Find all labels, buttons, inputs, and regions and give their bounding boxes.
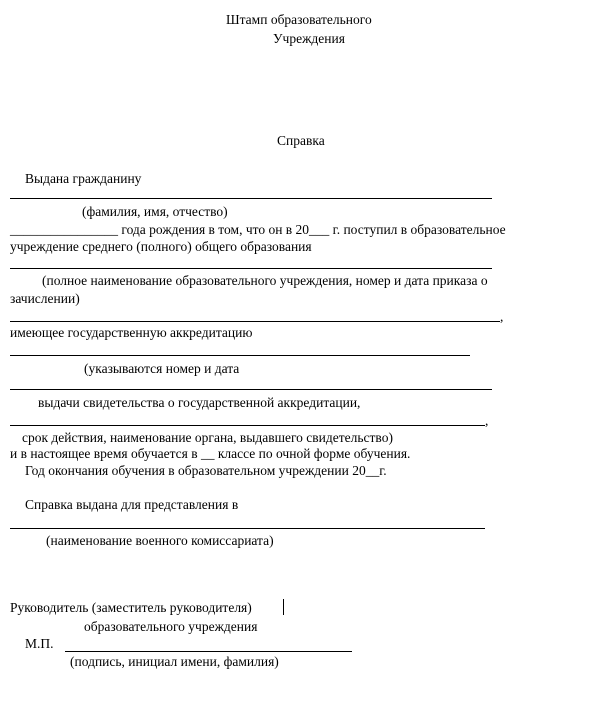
stamp-label-line2: Учреждения (273, 31, 345, 46)
institution-fill-line (10, 268, 492, 269)
validity-fill-line (10, 425, 485, 426)
purpose-label: Справка выдана для представления в (25, 497, 239, 512)
accreditation-label: имеющее государственную аккредитацию (10, 325, 253, 340)
validity-caption: срок действия, наименование органа, выдавшего свидетельство) (22, 430, 393, 445)
signature-caption: (подпись, инициал имени, фамилия) (70, 654, 279, 669)
head-title-line2: образовательного учреждения (84, 619, 258, 634)
institution-line: учреждение среднего (полного) общего образования (10, 239, 312, 254)
institution-fill-line-2 (10, 321, 500, 322)
graduation-year-line: Год окончания обучения в образовательном учреждении 20__г. (25, 463, 387, 478)
accreditation-fill-line (10, 355, 470, 356)
certificate-caption: выдачи свидетельства о государственной аккредитации, (38, 395, 361, 410)
fio-fill-line (10, 198, 492, 199)
institution-caption-line1: (полное наименование образовательного учреждения, номер и дата приказа о (42, 273, 488, 288)
fio-caption: (фамилия, имя, отчество) (82, 204, 228, 219)
commissariat-fill-line (10, 528, 485, 529)
text-cursor (283, 599, 284, 615)
signature-fill-line (65, 651, 352, 652)
commissariat-caption: (наименование военного комиссариата) (46, 533, 274, 548)
stamp-label-line1: Штамп образовательного (226, 12, 372, 27)
stamp-place-label: М.П. (25, 636, 54, 651)
number-date-caption: (указываются номер и дата (84, 361, 240, 376)
currently-studying-line: и в настоящее время обучается в __ классе по очной форме обучения. (10, 446, 411, 461)
issued-to-label: Выдана гражданину (25, 171, 142, 186)
institution-caption-line2: зачислении) (10, 291, 80, 306)
comma-mark: , (500, 309, 504, 324)
document-title: Справка (277, 133, 325, 148)
head-title-line1: Руководитель (заместитель руководителя) (10, 600, 252, 615)
birth-year-line: ________________ года рождения в том, что он в 20___ г. поступил в образовательное (10, 222, 506, 237)
comma-mark-2: , (485, 413, 489, 428)
certificate-fill-line (10, 389, 492, 390)
